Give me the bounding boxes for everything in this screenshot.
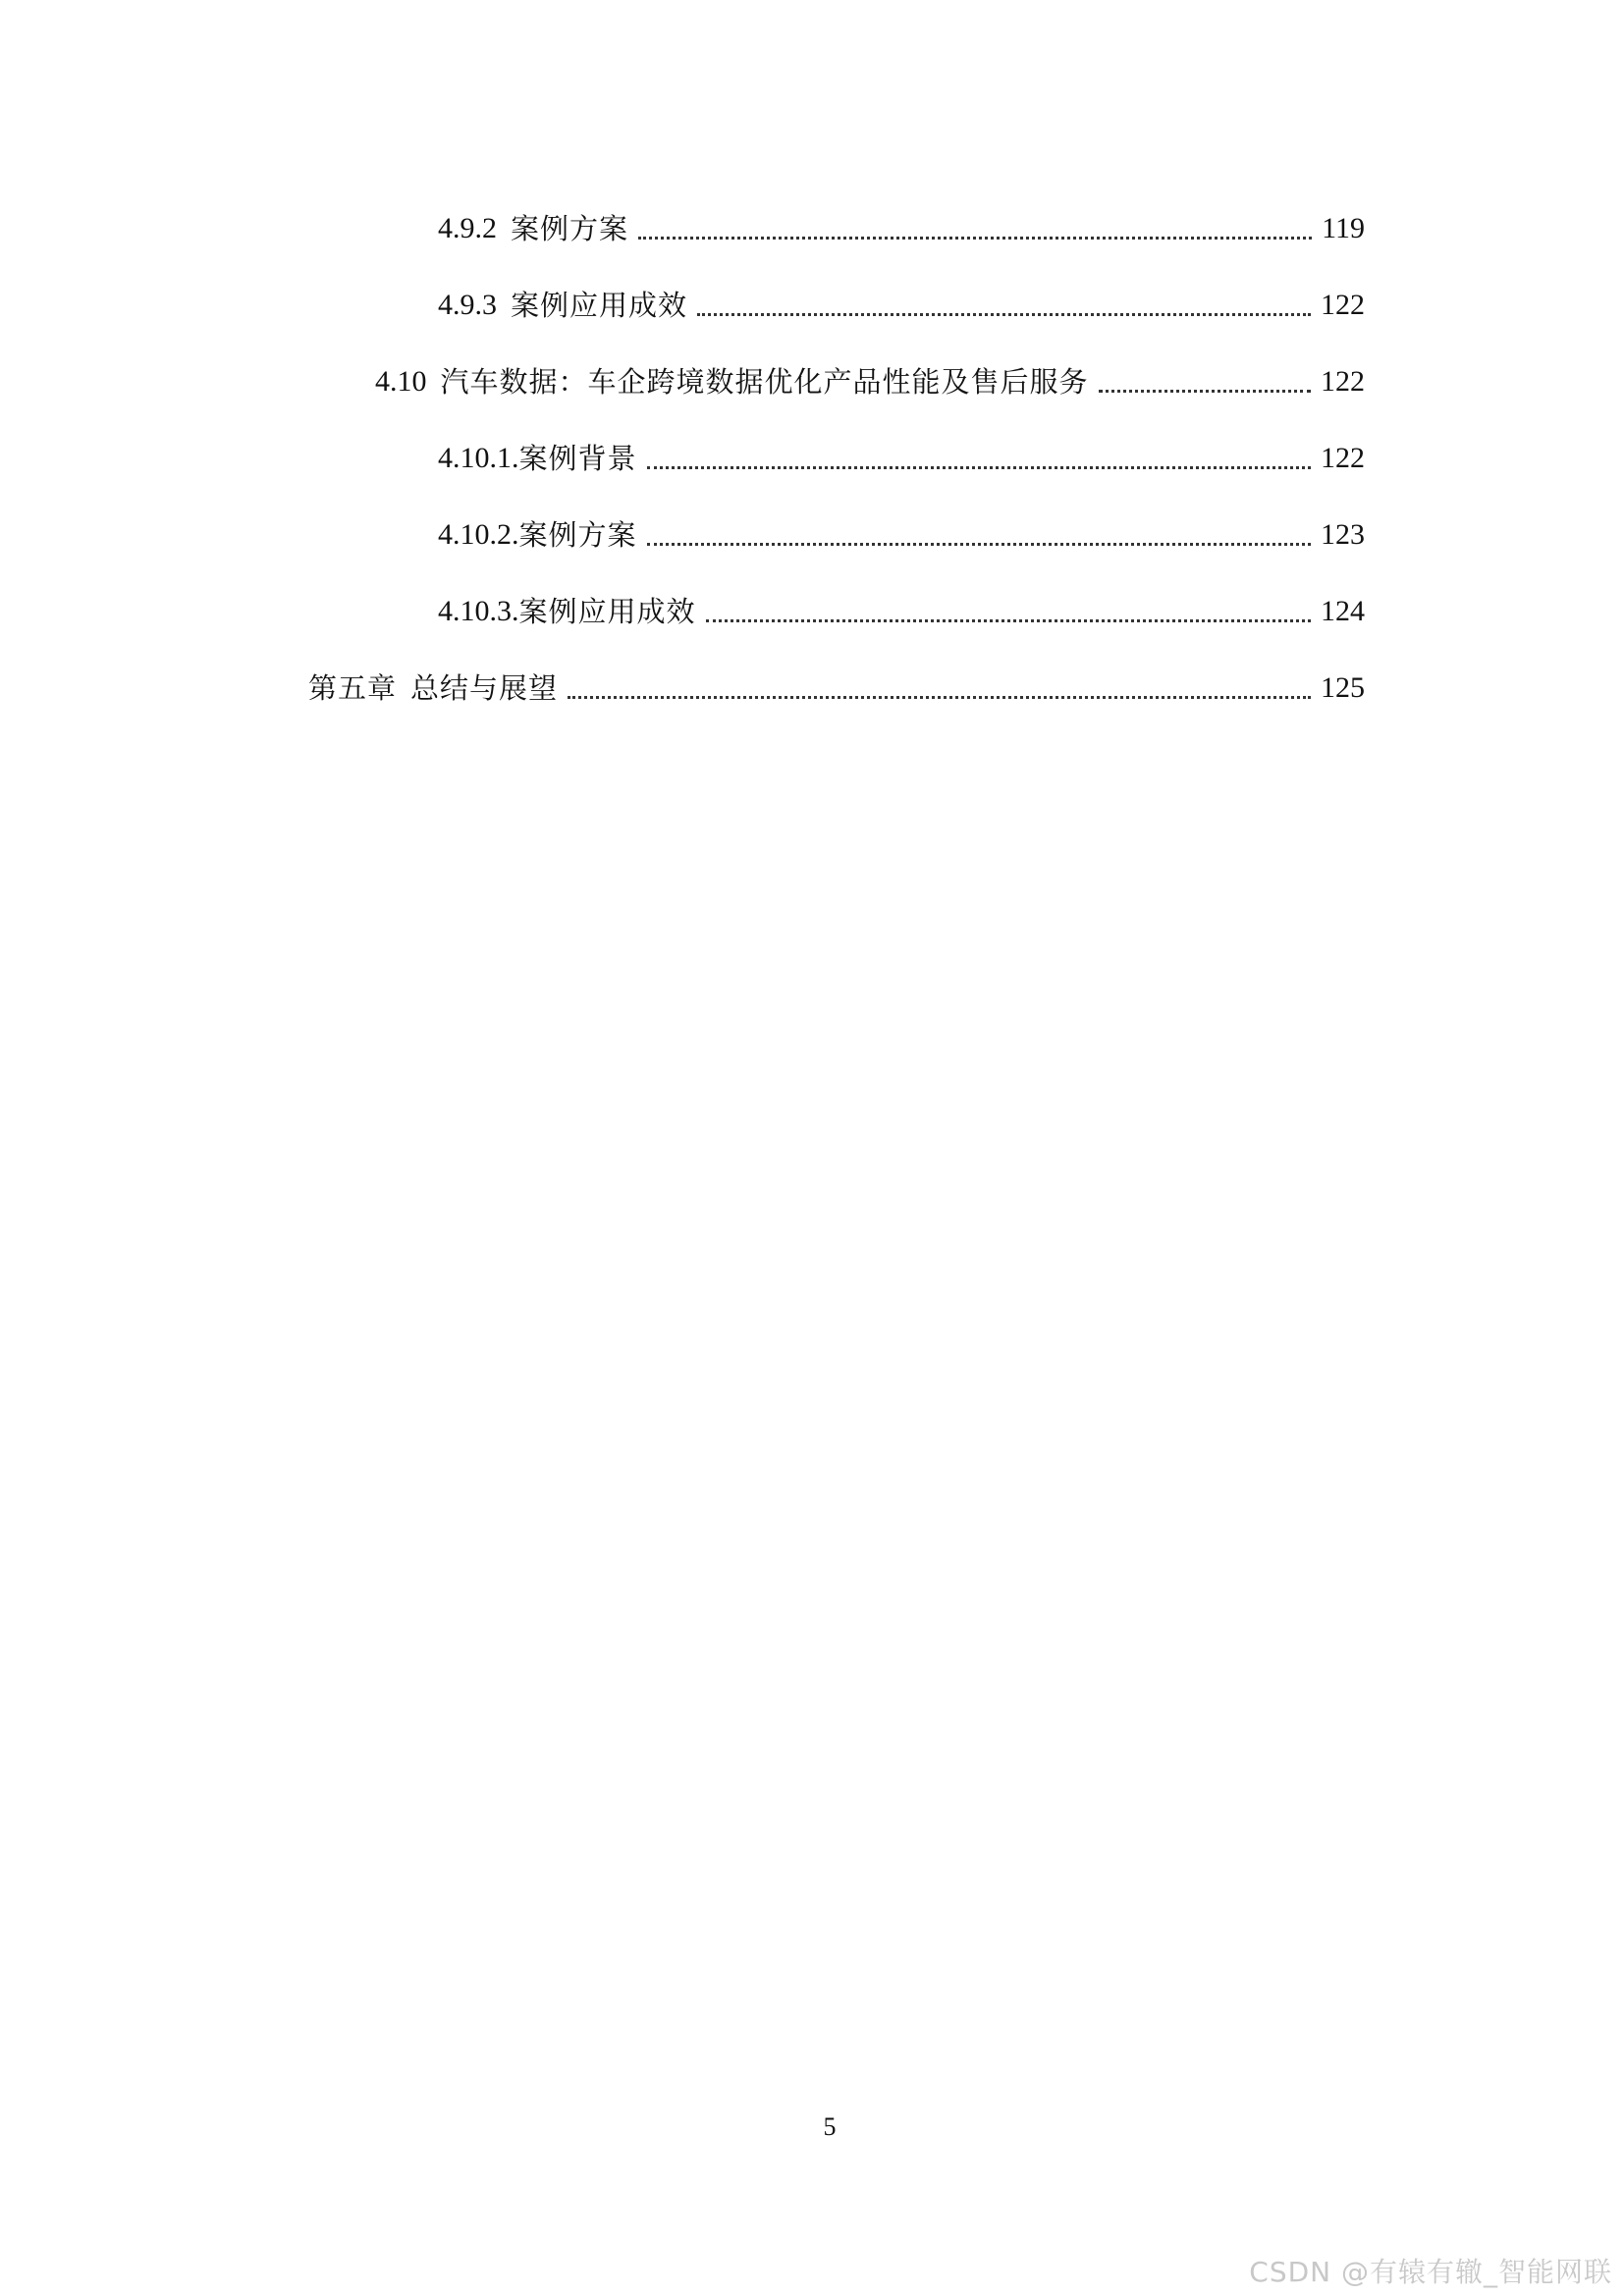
page-number: 5 bbox=[823, 2112, 837, 2141]
dot-leader bbox=[706, 619, 1311, 622]
toc-entry-page: 124 bbox=[1321, 595, 1365, 627]
dot-leader bbox=[638, 237, 1312, 240]
toc-entry-page: 125 bbox=[1321, 671, 1365, 704]
dot-leader bbox=[568, 696, 1311, 699]
toc-entry-number: 4.9.2 bbox=[438, 212, 497, 244]
toc-entry-number: 第五章 bbox=[308, 671, 398, 705]
toc-entry-title: 案例应用成效 bbox=[511, 289, 688, 322]
toc-entry-number: 4.10.2. bbox=[438, 518, 519, 551]
toc-entry-page: 123 bbox=[1321, 518, 1365, 551]
toc-entry-4-10[interactable] bbox=[375, 362, 1365, 401]
toc-entry-chapter-5[interactable] bbox=[308, 668, 1365, 708]
toc-entry-page: 122 bbox=[1321, 365, 1365, 398]
toc-entry-4-10-2[interactable] bbox=[438, 515, 1365, 555]
toc-entry-4-9-3[interactable] bbox=[438, 286, 1365, 325]
toc-entry-number: 4.10.1. bbox=[438, 442, 519, 474]
toc-entry-title: 案例方案 bbox=[518, 518, 637, 552]
toc-entry-title: 总结与展望 bbox=[410, 671, 559, 705]
toc-entry-number: 4.10 bbox=[375, 365, 427, 398]
dot-leader bbox=[697, 313, 1311, 316]
toc-entry-title: 汽车数据：车企跨境数据优化产品性能及售后服务 bbox=[440, 365, 1089, 399]
toc-entry-4-10-3[interactable] bbox=[438, 592, 1365, 631]
dot-leader bbox=[1099, 390, 1311, 393]
dot-leader bbox=[647, 466, 1311, 469]
toc-entry-4-10-1[interactable] bbox=[438, 439, 1365, 478]
toc-entry-page: 119 bbox=[1322, 212, 1365, 244]
toc-entry-title: 案例应用成效 bbox=[518, 595, 696, 628]
toc-entry-page: 122 bbox=[1321, 289, 1365, 321]
toc-entry-number: 4.10.3. bbox=[438, 595, 519, 627]
toc-entry-title: 案例方案 bbox=[511, 212, 629, 245]
watermark: CSDN @有辕有辙_智能网联 bbox=[1249, 2256, 1612, 2288]
toc-entry-page: 122 bbox=[1321, 442, 1365, 474]
dot-leader bbox=[647, 543, 1311, 546]
toc-entry-4-9-2[interactable] bbox=[438, 209, 1365, 248]
toc-entry-number: 4.9.3 bbox=[438, 289, 497, 321]
toc-entry-title: 案例背景 bbox=[518, 442, 637, 475]
